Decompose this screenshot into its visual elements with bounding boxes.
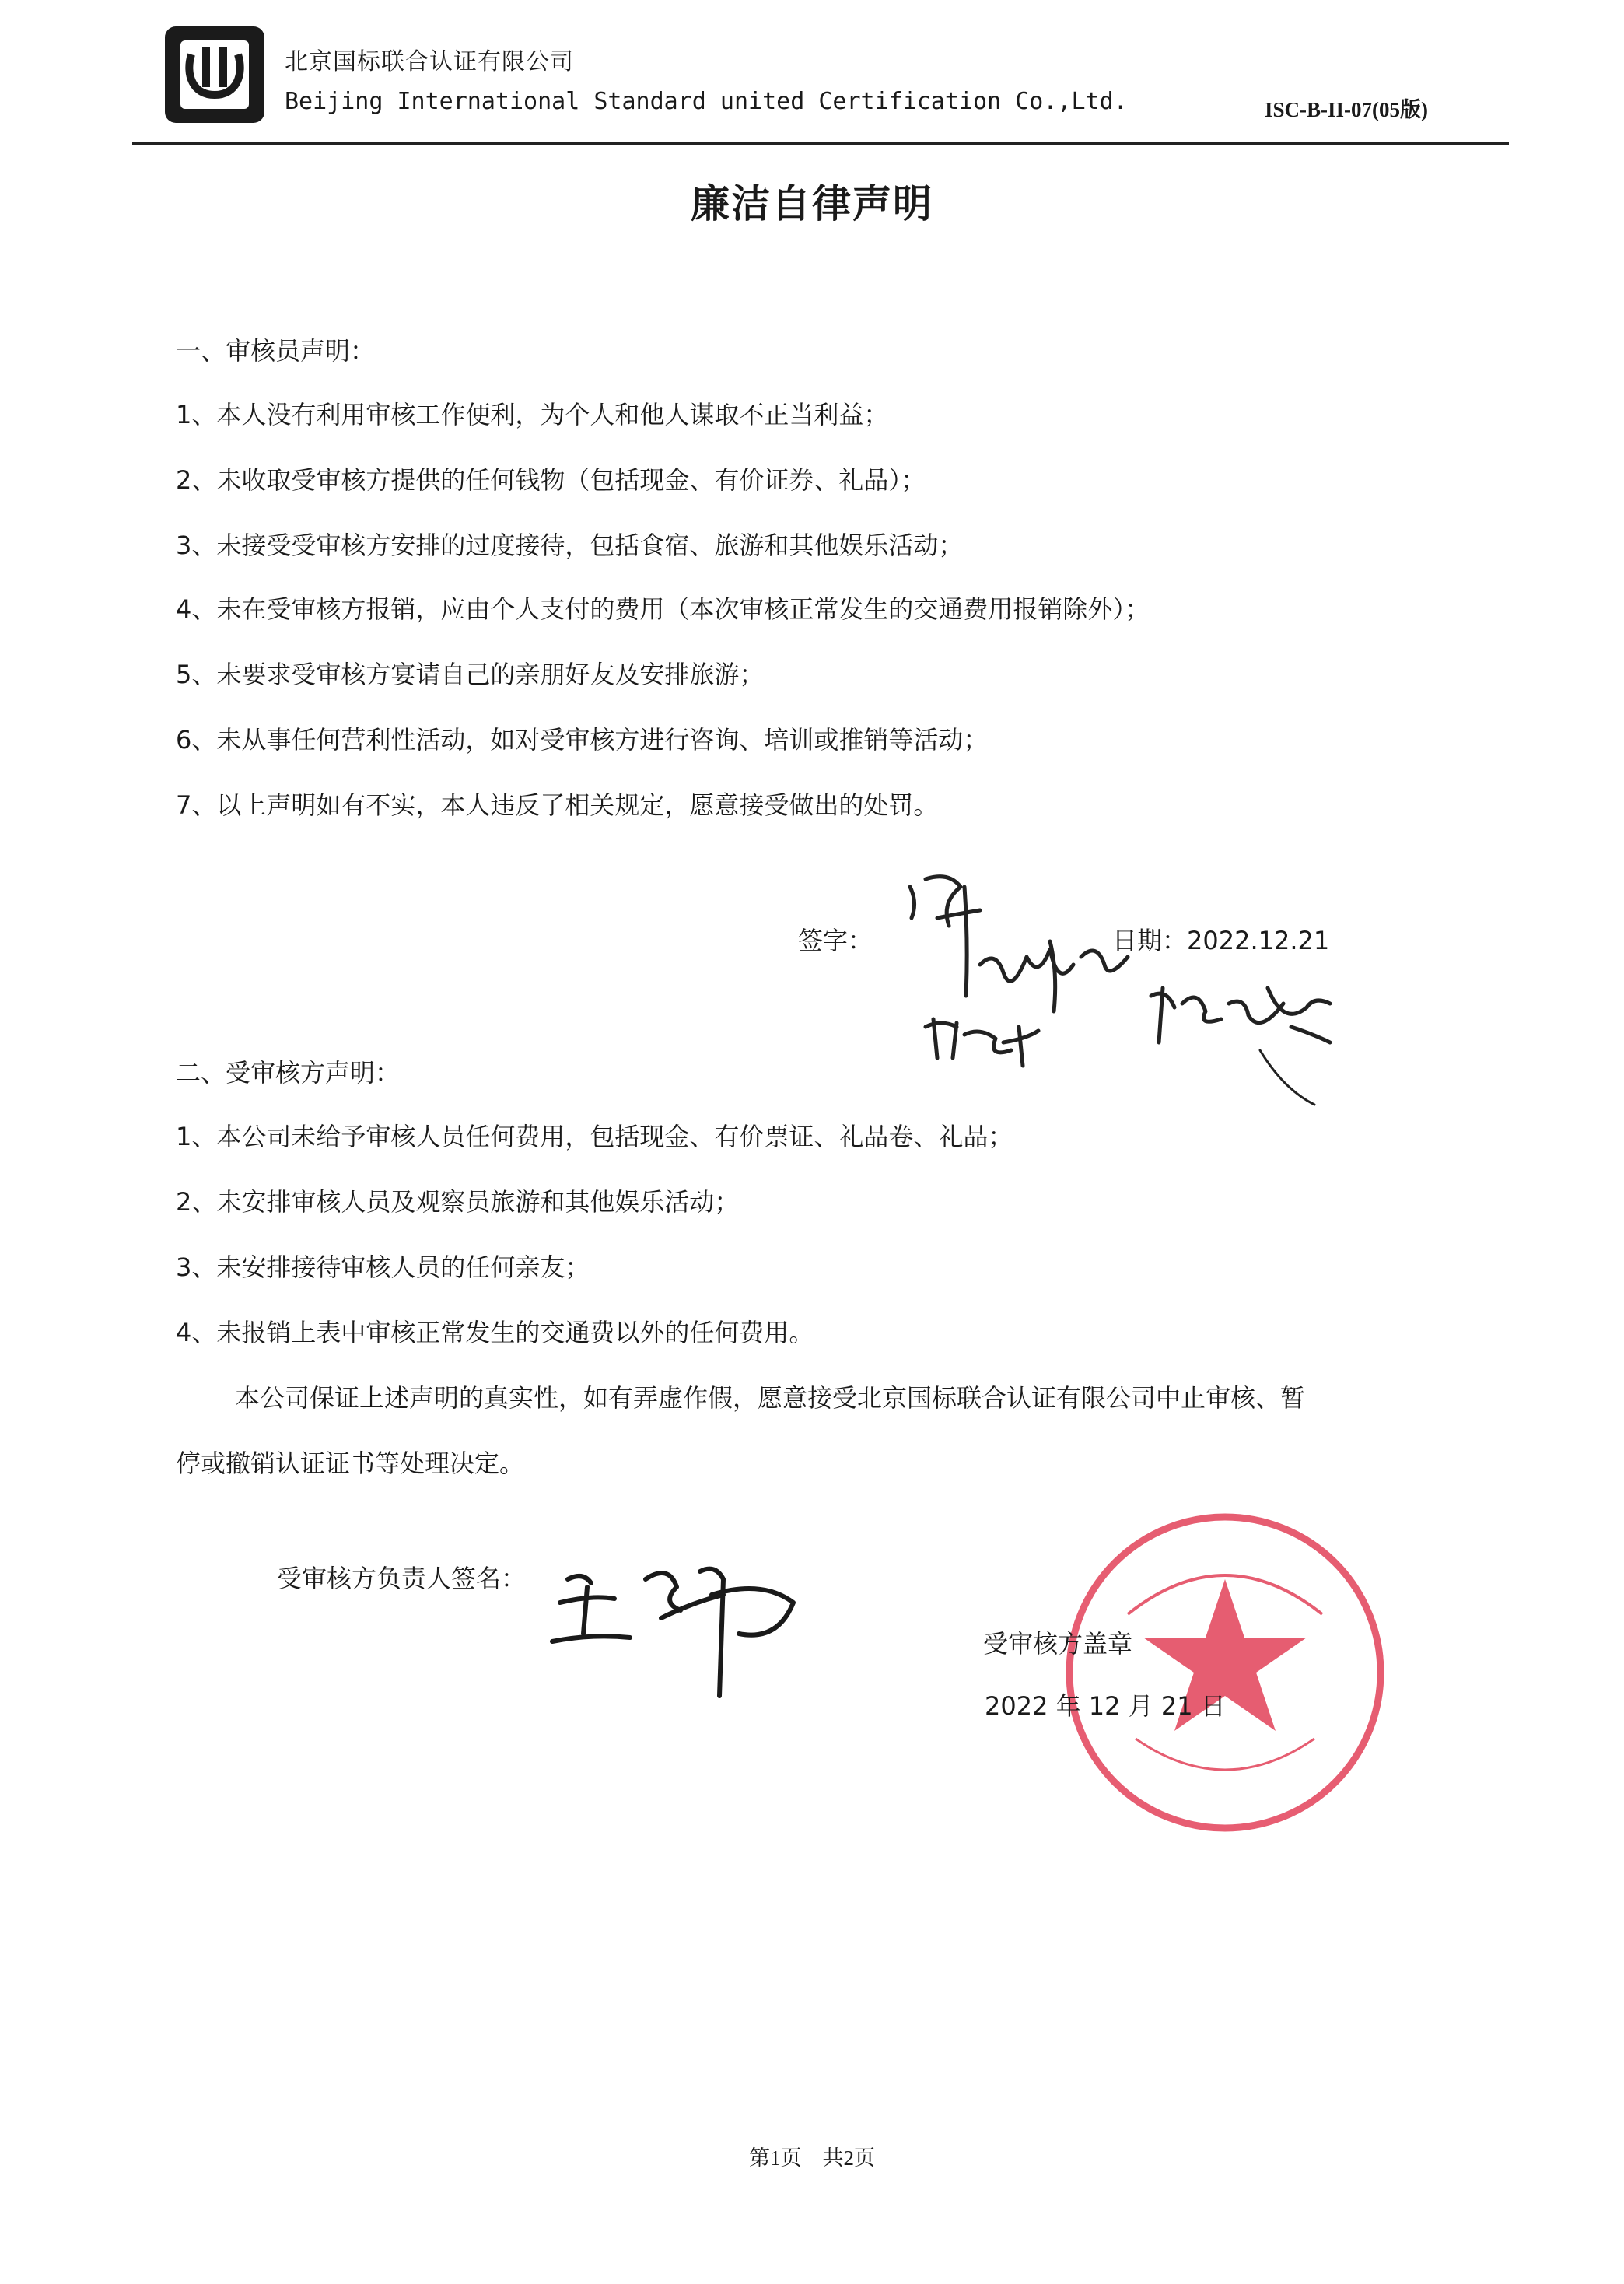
auditee-item-2: 2、未安排审核人员及观察员旅游和其他娱乐活动； bbox=[176, 1187, 740, 1217]
guarantee-paragraph-line2: 停或撤销认证证书等处理决定。 bbox=[176, 1449, 525, 1478]
auditor-signatures bbox=[894, 871, 1392, 1120]
signature-4 bbox=[1151, 988, 1330, 1105]
auditor-item-2: 2、未收取受审核方提供的任何钱物（包括现金、有价证券、礼品）； bbox=[176, 465, 926, 495]
signature-date: 日期：2022.12.21 bbox=[1112, 926, 1330, 955]
seal-label: 受审核方盖章 bbox=[983, 1629, 1133, 1659]
seal-date: 2022 年 12 月 21 日 bbox=[985, 1691, 1226, 1721]
auditee-item-3: 3、未安排接待审核人员的任何亲友； bbox=[176, 1252, 590, 1282]
auditor-section-heading: 一、审核员声明： bbox=[176, 336, 376, 366]
responsible-signature-label: 受审核方负责人签名： bbox=[277, 1564, 527, 1593]
signature-label: 签字： bbox=[798, 926, 873, 955]
auditee-item-4: 4、未报销上表中审核正常发生的交通费以外的任何费用。 bbox=[176, 1318, 814, 1347]
page-number: 第1页 共2页 bbox=[749, 2146, 875, 2170]
signature-1 bbox=[910, 877, 980, 996]
signature-3 bbox=[926, 1019, 1038, 1066]
company-name-en: Beijing International Standard united Certification Co.,Ltd. bbox=[285, 88, 1128, 115]
company-logo bbox=[162, 23, 268, 126]
auditor-item-7: 7、以上声明如有不实，本人违反了相关规定，愿意接受做出的处罚。 bbox=[176, 790, 939, 820]
auditor-item-6: 6、未从事任何营利性活动，如对受审核方进行咨询、培训或推销等活动； bbox=[176, 725, 989, 755]
auditor-item-4: 4、未在受审核方报销，应由个人支付的费用（本次审核正常发生的交通费用报销除外）； bbox=[176, 594, 1150, 624]
company-name-cn: 北京国标联合认证有限公司 bbox=[285, 48, 574, 75]
company-seal bbox=[1058, 1505, 1392, 1840]
document-title: 廉洁自律声明 bbox=[691, 181, 933, 226]
signature-2 bbox=[980, 941, 1128, 1011]
guarantee-paragraph-line1: 本公司保证上述声明的真实性，如有弄虚作假，愿意接受北京国标联合认证有限公司中止审核、暂 bbox=[235, 1383, 1306, 1413]
auditor-item-3: 3、未接受受审核方安排的过度接待，包括食宿、旅游和其他娱乐活动； bbox=[176, 531, 964, 560]
responsible-signature bbox=[544, 1548, 809, 1704]
auditee-item-1: 1、本公司未给予审核人员任何费用，包括现金、有价票证、礼品卷、礼品； bbox=[176, 1122, 1013, 1151]
auditor-item-1: 1、本人没有利用审核工作便利，为个人和他人谋取不正当利益； bbox=[176, 400, 889, 429]
auditee-section-heading: 二、受审核方声明： bbox=[176, 1058, 401, 1088]
form-code: ISC-B-II-07(05版) bbox=[1265, 98, 1429, 121]
auditor-item-5: 5、未要求受审核方宴请自己的亲朋好友及安排旅游； bbox=[176, 660, 765, 689]
header-divider bbox=[132, 142, 1509, 145]
